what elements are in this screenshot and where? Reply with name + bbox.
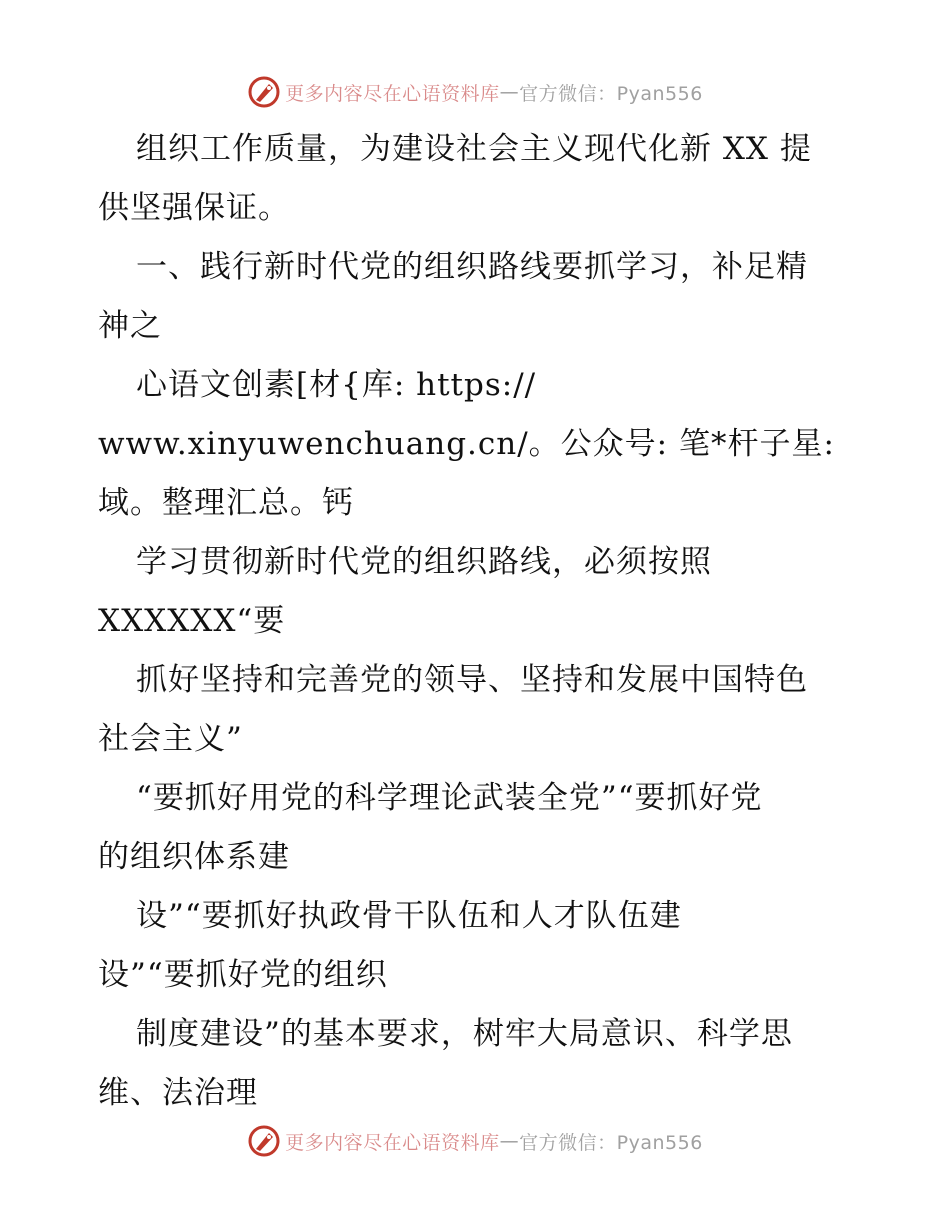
watermark-separator: — bbox=[499, 81, 520, 103]
body-line: 心语文创素[材{库: https:// bbox=[136, 367, 537, 403]
pen-nib-circle-icon bbox=[247, 75, 281, 109]
body-line: www.xinyuwenchuang.cn/。公众号: 笔*杆子星: bbox=[98, 426, 835, 462]
watermark-separator: — bbox=[499, 1130, 520, 1152]
section-heading-line: 神之 bbox=[98, 308, 162, 344]
body-line: “要抓好用党的科学理论武装全党”“要抓好党 bbox=[136, 780, 763, 816]
body-line: 组织工作质量，为建设社会主义现代化新 XX 提 bbox=[136, 131, 812, 167]
header-watermark bbox=[0, 72, 950, 112]
watermark-text: 更多内容尽在心语资料库 bbox=[285, 82, 500, 105]
body-line: 社会主义” bbox=[98, 721, 243, 757]
body-line: 设”“要抓好党的组织 bbox=[98, 957, 388, 993]
body-line: 域。整理汇总。钙 bbox=[98, 485, 354, 521]
body-line: 抓好坚持和完善党的领导、坚持和发展中国特色 bbox=[136, 662, 808, 698]
body-line: 学习贯彻新时代党的组织路线，必须按照 bbox=[136, 544, 712, 580]
watermark-wechat: 官方微信：Pyan556 bbox=[519, 82, 703, 105]
body-line: 供坚强保证。 bbox=[98, 190, 290, 226]
section-heading-line: 一、践行新时代党的组织路线要抓学习，补足精 bbox=[136, 249, 808, 285]
body-line: XXXXXX“要 bbox=[98, 603, 286, 639]
watermark-text: 更多内容尽在心语资料库 bbox=[285, 1131, 500, 1154]
body-line: 制度建设”的基本要求，树牢大局意识、科学思 bbox=[136, 1016, 793, 1052]
document-body bbox=[98, 120, 858, 1123]
pen-nib-circle-icon bbox=[247, 1124, 281, 1158]
body-line: 维、法治理 bbox=[98, 1075, 258, 1111]
body-line: 的组织体系建 bbox=[98, 839, 290, 875]
watermark-wechat: 官方微信：Pyan556 bbox=[519, 1131, 703, 1154]
footer-watermark bbox=[0, 1121, 950, 1161]
body-line: 设”“要抓好执政骨干队伍和人才队伍建 bbox=[136, 898, 682, 934]
